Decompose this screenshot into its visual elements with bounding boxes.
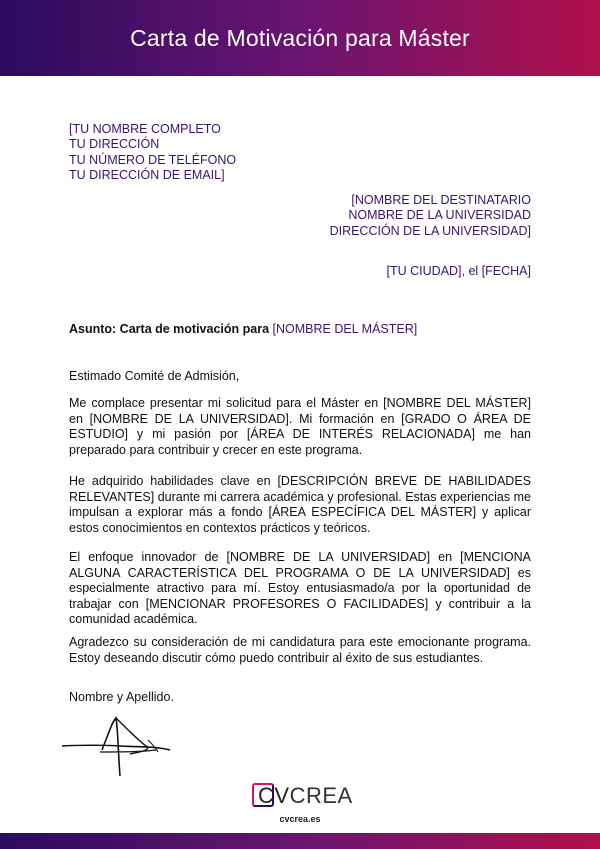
sender-address-line: TU DIRECCIÓN — [69, 137, 160, 152]
signature-image — [60, 710, 180, 785]
subject-value: [NOMBRE DEL MÁSTER] — [269, 322, 418, 336]
sender-phone: TU NÚMERO DE TELÉFONO — [69, 152, 237, 167]
subject-label: Asunto: Carta de motivación para — [69, 322, 270, 336]
body-paragraph: Me complace presentar mi solicitud para el Máster en [NOMBRE DEL MÁSTER] en [NOMBRE DE LA UNIVERSIDAD]. Mi formación en [GRADO O ÁREA DE ESTUDIO] y mi pasión por [ÁREA DE INTERÉS RELACIONADA] me han preparado para contribuir y crecer en este programa. — [69, 396, 531, 457]
sender-email: TU DIRECCIÓN DE EMAIL] — [69, 167, 225, 182]
body-paragraph: He adquirido habilidades clave en [DESCRIPCIÓN BREVE DE HABILIDADES RELEVANTES] durante mi carrera académica y profesional. Estas experiencias me impulsan a explorar más a fondo [ÁREA ESPECÍFICA DEL MÁSTER] y aplicar estos conocimientos en contextos prácticos y teóricos. — [69, 474, 531, 535]
greeting: Estimado Comité de Admisión, — [69, 369, 240, 383]
recipient-address — [330, 193, 531, 239]
recipient-university: NOMBRE DE LA UNIVERSIDAD — [348, 208, 531, 223]
page-title: Carta de Motivación para Máster — [130, 24, 470, 51]
body-paragraph: Agradezco su consideración de mi candidatura para este emocionante programa. Estoy deseando discutir cómo puedo contribuir al éxito de sus estudiantes. — [69, 635, 531, 665]
recipient-name: [NOMBRE DEL DESTINATARIO — [351, 193, 531, 207]
footer-site: cvcrea.es — [279, 814, 321, 824]
logo-crea: CREA — [289, 783, 353, 808]
sender-address — [69, 122, 236, 183]
sender-name: [TU NOMBRE COMPLETO — [69, 122, 221, 136]
logo-cv: CV — [258, 783, 290, 808]
cvcrea-logo — [252, 781, 352, 811]
header-bar — [0, 0, 600, 76]
letter-date: [TU CIUDAD], el [FECHA] — [386, 264, 531, 278]
subject-line — [69, 322, 417, 336]
closing-name: Nombre y Apellido. — [69, 690, 174, 704]
recipient-university-address: DIRECCIÓN DE LA UNIVERSIDAD] — [329, 223, 531, 238]
body-paragraph: El enfoque innovador de [NOMBRE DE LA UNIVERSIDAD] en [MENCIONA ALGUNA CARACTERÍSTICA DEL PROGRAMA O DE LA UNIVERSIDAD] es especialmente atractivo para mí. Estoy entusiasmado/a por la oportunidad de trabajar con [MENCIONAR PROFESORES O FACILIDADES] y contribuir a la comunidad académica. — [69, 550, 531, 627]
footer-bar — [0, 833, 600, 849]
